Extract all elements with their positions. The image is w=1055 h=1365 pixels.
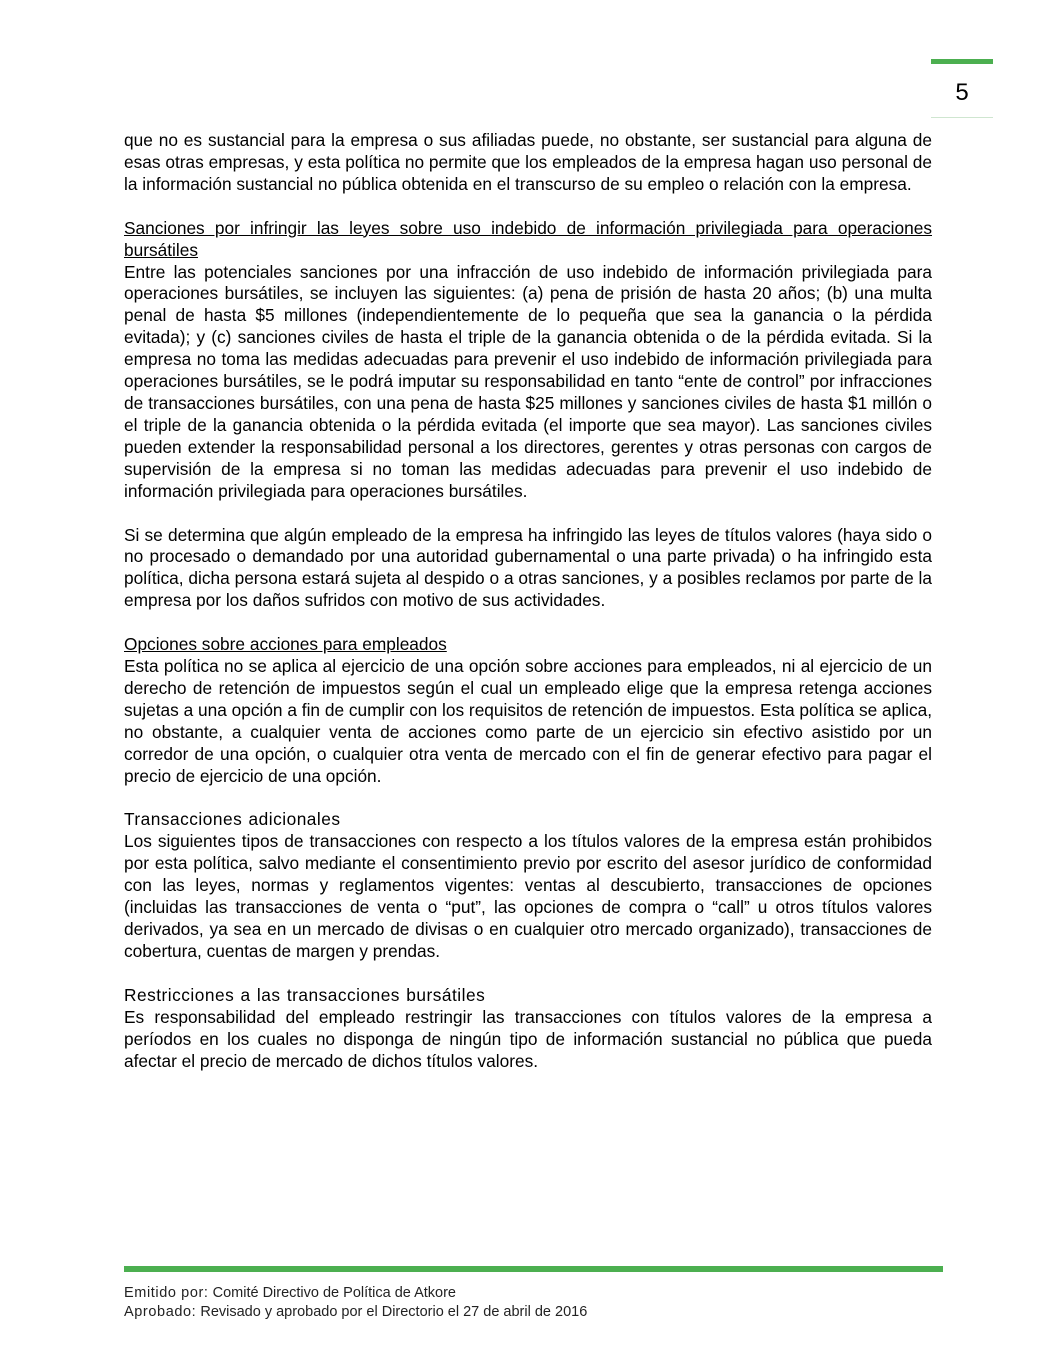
footer-approved-line <box>124 1303 587 1322</box>
paragraph-transacciones-adicionales: Los siguientes tipos de transacciones con respecto a los títulos valores de la empresa están prohibidos por esta política, salvo mediante el consentimiento previo por escrito del asesor jurídico de conformidad con las leyes, normas y reglamentos vigentes: ventas al descubierto, transacciones de opciones (incluidas las transacciones de venta o “put”, las opciones de compra o “call” u otros títulos valores derivados, ya sea en un mercado de divisas o en cualquier otro mercado organizado), transacciones de cobertura, cuentas de margen y prendas. <box>124 831 932 961</box>
page-number-divider <box>931 117 993 118</box>
paragraph-restricciones: Es responsabilidad del empleado restringir las transacciones con títulos valores de la empresa a períodos en los cuales no disponga de ningún tipo de información sustancial no pública que pueda afectar el precio de mercado de dichos títulos valores. <box>124 1006 932 1071</box>
footer-issued-label: Emitido por: <box>124 1285 209 1301</box>
paragraph-infracciones: Si se determina que algún empleado de la empresa ha infringido las leyes de títulos valores (haya sido o no procesado o demandado por una autoridad gubernamental o una parte privada) o ha infringido esta política, dicha persona estará sujeta al despido o a otras sanciones, y a posibles reclamos por parte de la empresa por los daños sufridos con motivo de sus actividades. <box>124 524 932 611</box>
section-heading-transacciones-adicionales: Transacciones adicionales <box>124 809 341 830</box>
footer-approved-value: Revisado y aprobado por el Directorio el 27 de abril de 2016 <box>200 1304 588 1320</box>
footer-approved-label: Aprobado: <box>124 1304 197 1320</box>
section-heading-sanciones: Sanciones por infringir las leyes sobre uso indebido de información privilegiada para operaciones bursátiles <box>124 217 932 260</box>
footer <box>124 1284 587 1322</box>
footer-issued-value: Comité Directivo de Política de Atkore <box>212 1285 456 1301</box>
page-number-accent-bar <box>931 59 993 64</box>
footer-issued-line <box>124 1284 587 1303</box>
document-body <box>124 130 932 1072</box>
paragraph-sanciones: Entre las potenciales sanciones por una infracción de uso indebido de información privilegiada para operaciones bursátiles, se incluyen las siguientes: (a) pena de prisión de hasta 20 años; (b) una multa penal de hasta $5 millones (independientemente de lo pequeña que sea la ganancia o la pérdida evitada); y (c) sanciones civiles de hasta el triple de la ganancia obtenida o de la pérdida evitada. Si la empresa no toma las medidas adecuadas para prevenir el uso indebido de información privilegiada para operaciones bursátiles, se le podrá imputar su responsabilidad en tanto “ente de control” por infracciones de transacciones bursátiles, con una pena de hasta $25 millones y sanciones civiles de hasta $1 millón o el triple de la ganancia obtenida o la pérdida evitada (el importe que sea mayor). Las sanciones civiles pueden extender la responsabilidad personal a los directores, gerentes y otras personas con cargos de supervisión de la empresa si no toman las medidas adecuadas para prevenir el uso indebido de información privilegiada para operaciones bursátiles. <box>124 261 932 501</box>
section-heading-opciones: Opciones sobre acciones para empleados <box>124 634 447 655</box>
page-number: 5 <box>955 79 969 106</box>
paragraph-continuation: que no es sustancial para la empresa o sus afiliadas puede, no obstante, ser sustancial para alguna de esas otras empresas, y esta política no permite que los empleados de la empresa hagan uso personal de la información sustancial no pública obtenida en el transcurso de su empleo o relación con la empresa. <box>124 130 932 194</box>
paragraph-opciones: Esta política no se aplica al ejercicio de una opción sobre acciones para empleados, ni al ejercicio de un derecho de retención de impuestos según el cual un empleado elige que la empresa retenga acciones sujetas a una opción a fin de cumplir con los requisitos de retención de impuestos. Esta política se aplica, no obstante, a cualquier venta de acciones como parte de un ejercicio sin efectivo asistido por un corredor de una opción, o cualquier otra venta de mercado con el fin de generar efectivo para pagar el precio de ejercicio de una opción. <box>124 656 932 786</box>
section-heading-restricciones: Restricciones a las transacciones bursátiles <box>124 984 486 1005</box>
footer-accent-bar <box>124 1266 943 1272</box>
